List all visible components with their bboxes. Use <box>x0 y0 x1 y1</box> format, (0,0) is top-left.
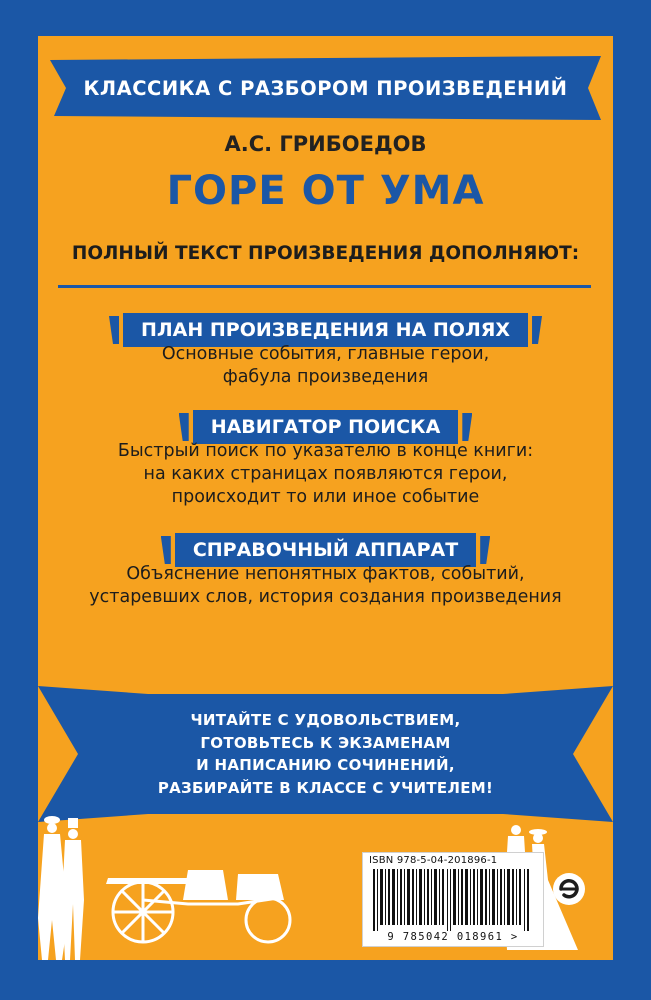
cta-line: ЧИТАЙТЕ С УДОВОЛЬСТВИЕМ, <box>190 711 461 729</box>
feature-heading-navigator <box>0 410 651 444</box>
barcode <box>362 852 544 947</box>
feature-description-navigator <box>0 440 651 509</box>
feature-heading-label: НАВИГАТОР ПОИСКА <box>210 416 441 438</box>
barcode-bars <box>371 869 535 931</box>
feature-line: фабула произведения <box>222 367 429 387</box>
barcode-digits: 9 785042 018961 > <box>387 931 519 943</box>
isbn-number: ISBN 978-5-04-201896-1 <box>369 855 498 866</box>
cta-line: РАЗБИРАЙТЕ В КЛАССЕ С УЧИТЕЛЕМ! <box>157 778 494 797</box>
feature-line: Основные события, главные герои, <box>161 344 490 364</box>
series-ribbon <box>50 56 601 120</box>
series-title: КЛАССИКА С РАЗБОРОМ ПРОИЗВЕДЕНИЙ <box>83 76 568 100</box>
feature-line: Объяснение непонятных фактов, событий, <box>126 564 525 584</box>
feature-line: на каких страницах появляются герои, <box>143 464 508 484</box>
feature-heading-reference <box>0 533 651 567</box>
feature-heading-label: ПЛАН ПРОИЗВЕДЕНИЯ НА ПОЛЯХ <box>140 319 511 341</box>
feature-description-reference <box>0 563 651 609</box>
eksmo-e-logo-icon <box>552 872 586 906</box>
feature-line: происходит то или иное событие <box>171 487 480 507</box>
author-name: А.С. ГРИБОЕДОВ <box>224 132 427 156</box>
feature-heading-label: СПРАВОЧНЫЙ АППАРАТ <box>192 539 459 561</box>
cta-line: ГОТОВЬТЕСЬ К ЭКЗАМЕНАМ <box>200 733 451 752</box>
feature-description-plan <box>0 343 651 389</box>
couple-left-silhouette <box>38 816 84 960</box>
lead-text: ПОЛНЫЙ ТЕКСТ ПРОИЗВЕДЕНИЯ ДОПОЛНЯЮТ: <box>71 243 580 264</box>
divider <box>58 285 591 288</box>
feature-line: устаревших слов, история создания произведения <box>89 587 562 607</box>
feature-heading-plan <box>0 313 651 347</box>
feature-line: Быстрый поиск по указателю в конце книги: <box>117 441 534 461</box>
cta-line: И НАПИСАНИЮ СОЧИНЕНИЙ, <box>196 756 455 774</box>
book-title: ГОРЕ ОТ УМА <box>166 168 485 214</box>
